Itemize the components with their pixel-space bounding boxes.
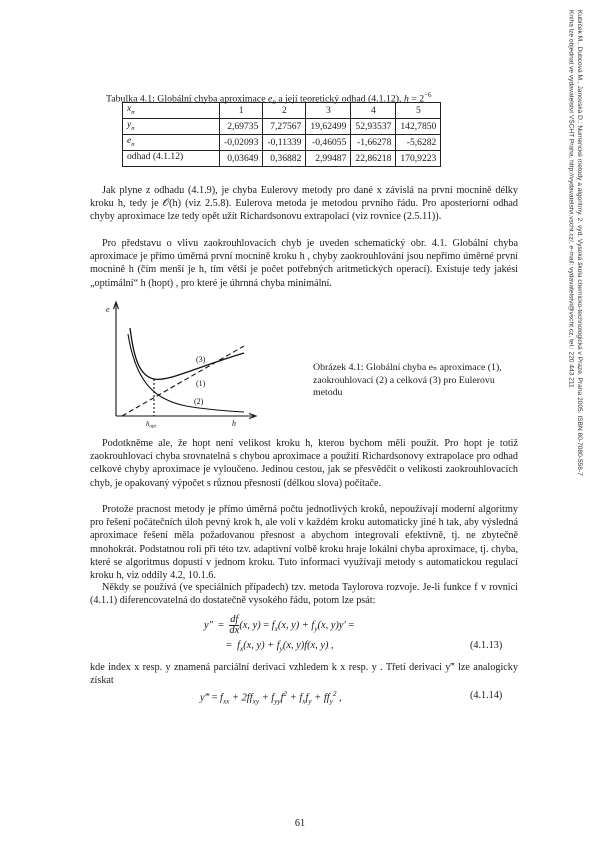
table-cell: -0,11339 [263,134,306,150]
table-header-cell: 4 [351,103,396,119]
equation-4-1-14: y‴ = $f_{xx} + 2ff_{xy} + f_{yy}f^2 + f_xf_y + ff_y^2$ , [200,690,342,706]
paragraph-euler-error: Jak plyne z odhadu (4.1.9), je chyba Eulerovy metody pro dané x závislá na první mocnině délky kroku h, tedy je 𝒪(h) (viz 2.5.8). Eulerova metoda je metodou prvního řádu. Pro aposteriorní odhad chyby aproximace lze tedy opět užít Richardsonovu extrapolaci (viz rovnice (2.5.11)). [90,185,518,223]
table-cell: 19,62499 [306,118,351,134]
table-row-label: odhad (4.1.12) [123,150,220,166]
table-row-label: $y_n$ [123,118,220,134]
table-row [123,150,441,166]
table-row [123,134,441,150]
paragraph-hopt: Podotkněme ale, že hopt není velikost kroku h, kterou bychom měli použít. Pro hopt je totiž zaokrouhlovací chyba srovnatelná s chybou aproximace a použití Richardsonovy extrapolace pro odhad celkové chyby aproximace je vyloučeno. Jedinou cestou, jak se přesvědčit o velikosti zaokrouhlovacích chyb, je opakovaný výpočet s různou přesností (délkou slova) počítače. [90,438,518,489]
table-cell: -0,46055 [306,134,351,150]
page-number: 61 [294,818,306,829]
figure-caption: Obrázek 4.1: Globální chyba eₙ aproximace (1), zaokrouhlovací (2) a celková (3) pro Eulerovu metodu [313,362,502,399]
table-cell: 2,99487 [306,150,351,166]
paragraph-third-derivative: kde index x resp. y znamená parciální derivaci vzhledem k x resp. y . Třetí derivaci y‴ lze analogicky získat [90,662,518,687]
table-row-label: $e_n$ [123,134,220,150]
table-cell: 170,9223 [396,150,441,166]
curve-label-1: (1) [196,379,206,388]
table-cell: -0,02093 [220,134,263,150]
table-cell: -1,66278 [351,134,396,150]
side-citation [566,10,583,630]
table-header-cell: $x_n$ [123,103,220,119]
table-cell: 0,36882 [263,150,306,166]
side-citation-line-2: Kniha lze objednat ve vydavatelství VŠCHT Praha, http://vydavatelstvi.vscht.cz/, e-mail: vydavatelstvi@vscht.cz, tel.: 220 443 211 [567,10,575,388]
table-header-cell: 3 [306,103,351,119]
equation-4-1-13-line-1: y″ = $\frac{df}{dx}$ (x, $y) = f_x(x$, $y) + f_y(x$, y)y′ = [204,614,355,636]
table-header-cell: 5 [396,103,441,119]
table-header-cell: 2 [263,103,306,119]
y-axis-label: e [106,305,110,314]
x-axis-label: h [232,419,236,428]
paragraph-adaptive-step: Protože pracnost metody je přímo úměrná počtu jednotlivých kroků, nepoužívají moderní algoritmy pro řešení počátečních úloh pevný krok h, ale volí v každém kroku automaticky jiné h tak, aby výsledná aproximace řešení měla požadovanou přesnost a abychom integrovali efektivně, tj. ne zbytečně mnohokrát. Podstatnou roli při této tzv. adaptivní volbě kroku hraje lokální chyba aproximace, tj. chyba, které se algoritmus dopustí v jednom kroku. Tuto informaci využívají metody s automatickou regulací kroku h, viz oddíly 4.2, 10.1.6. [90,504,518,582]
curve-label-2: (2) [194,397,204,406]
curve-total-error [130,328,244,379]
table-caption: Tabulka 4.1: Globální chyba aproximace $e_n$ a její teoretický odhad (4.1.12), $h = 2^{-6}$ [106,92,432,107]
table-header-cell: 1 [220,103,263,119]
table-cell: 7,27567 [263,118,306,134]
paragraph-taylor: Někdy se používá (ve speciálních případech) tzv. metoda Taylorova rozvoje. Je-li funkce f v rovnici (4.1.1) diferencovatelná do dostatečně vysokého řádu, potom lze psát: [90,582,518,607]
curve-label-3: (3) [196,355,206,364]
table-cell: -5,6282 [396,134,441,150]
table-cell: 52,93537 [351,118,396,134]
table-cell: 2,69735 [220,118,263,134]
table-row [123,118,441,134]
error-table [122,102,441,167]
table-cell: 0,03649 [220,150,263,166]
side-citation-line-1: Kubíček M., Dubcová M., Janovská D.: Numerické metody a algoritmy. 2. vyd. Vysoká škola chemicko-technologická v Praze, Praha 2005. ISBN 80-7080-558-7 [575,10,583,476]
paragraph-rounding-errors: Pro představu o vlivu zaokrouhlovacích chyb je uveden schematický obr. 4.1. Globální chyba aproximace je přímo úměrná první mocnině kroku h , chyby zaokrouhlování jsou nepřímo úměrné první mocnině h (čím menší je h, tím větší je počet potřebných aritmetických operací). Existuje tedy jakési „optimální“ h (hopt) , pro které je úhrnná chyba minimální. [90,238,518,289]
hopt-label: $h_{opt}$ [146,420,156,428]
error-figure [104,298,264,428]
equation-number-4-1-13: (4.1.13) [470,640,503,651]
equation-number-4-1-14: (4.1.14) [470,690,503,701]
table-header-row [123,103,441,119]
table-cell: 142,7850 [396,118,441,134]
equation-4-1-13-line-2: = $f_x(x$, $y) + f_y(x$, y)f(x, y) , [226,640,334,654]
table-cell: 22,86218 [351,150,396,166]
